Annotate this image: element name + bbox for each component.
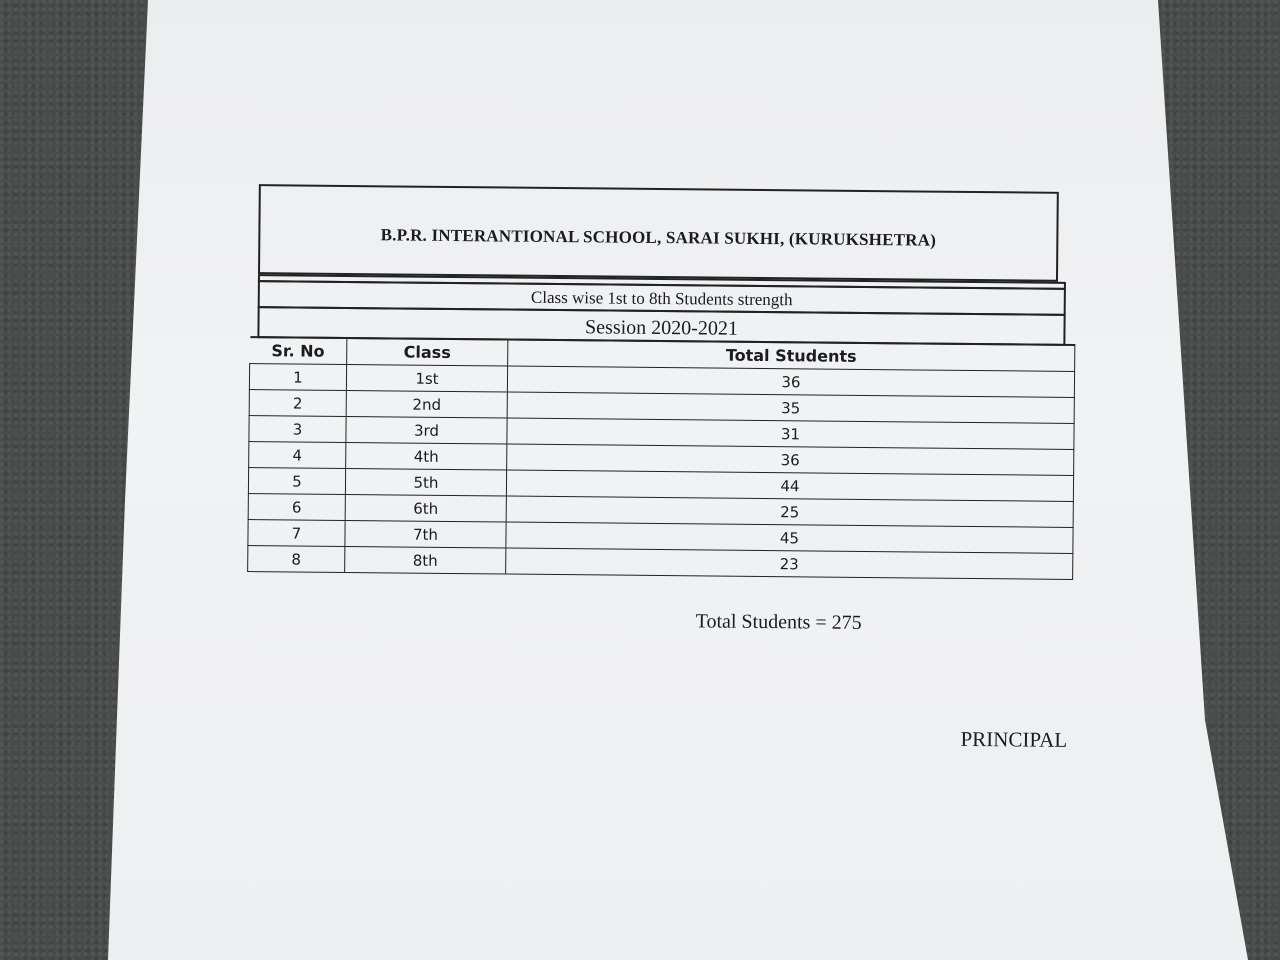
class-cell: 1st [346, 364, 507, 392]
sr-no-cell: 6 [248, 494, 345, 521]
sr-no-cell: 3 [249, 416, 346, 443]
total-students-cell: 36 [507, 444, 1074, 475]
column-header-sr-no: Sr. No [250, 337, 347, 364]
total-students-summary: Total Students = 275 [695, 610, 862, 634]
total-students-cell: 44 [506, 470, 1073, 501]
sr-no-cell: 1 [249, 364, 346, 391]
class-cell: 2nd [346, 390, 507, 418]
column-header-class: Class [347, 338, 508, 366]
total-students-cell: 45 [506, 522, 1073, 553]
class-cell: 7th [345, 520, 506, 548]
table-subtitle: Class wise 1st to 8th Students strength [258, 280, 1066, 316]
class-cell: 5th [345, 468, 506, 496]
total-students-cell: 35 [507, 392, 1074, 423]
class-cell: 8th [345, 546, 506, 574]
sr-no-cell: 8 [248, 546, 345, 573]
sr-no-cell: 2 [249, 390, 346, 417]
principal-signature-label: PRINCIPAL [960, 726, 1068, 752]
total-students-cell: 23 [506, 548, 1073, 579]
student-strength-table [247, 336, 1075, 580]
total-students-cell: 36 [507, 366, 1074, 397]
class-cell: 6th [345, 494, 506, 522]
class-cell: 3rd [346, 416, 507, 444]
sr-no-cell: 4 [249, 442, 346, 469]
total-students-cell: 25 [506, 496, 1073, 527]
total-students-cell: 31 [507, 418, 1074, 449]
header-box [258, 184, 1059, 282]
sr-no-cell: 7 [248, 520, 345, 547]
sr-no-cell: 5 [248, 468, 345, 495]
column-header-total-students: Total Students [508, 340, 1075, 372]
class-cell: 4th [346, 442, 507, 470]
school-title: B.P.R. INTERANTIONAL SCHOOL, SARAI SUKHI, (KURUKSHETRA) [380, 225, 937, 250]
session-label: Session 2020-2021 [257, 306, 1065, 346]
